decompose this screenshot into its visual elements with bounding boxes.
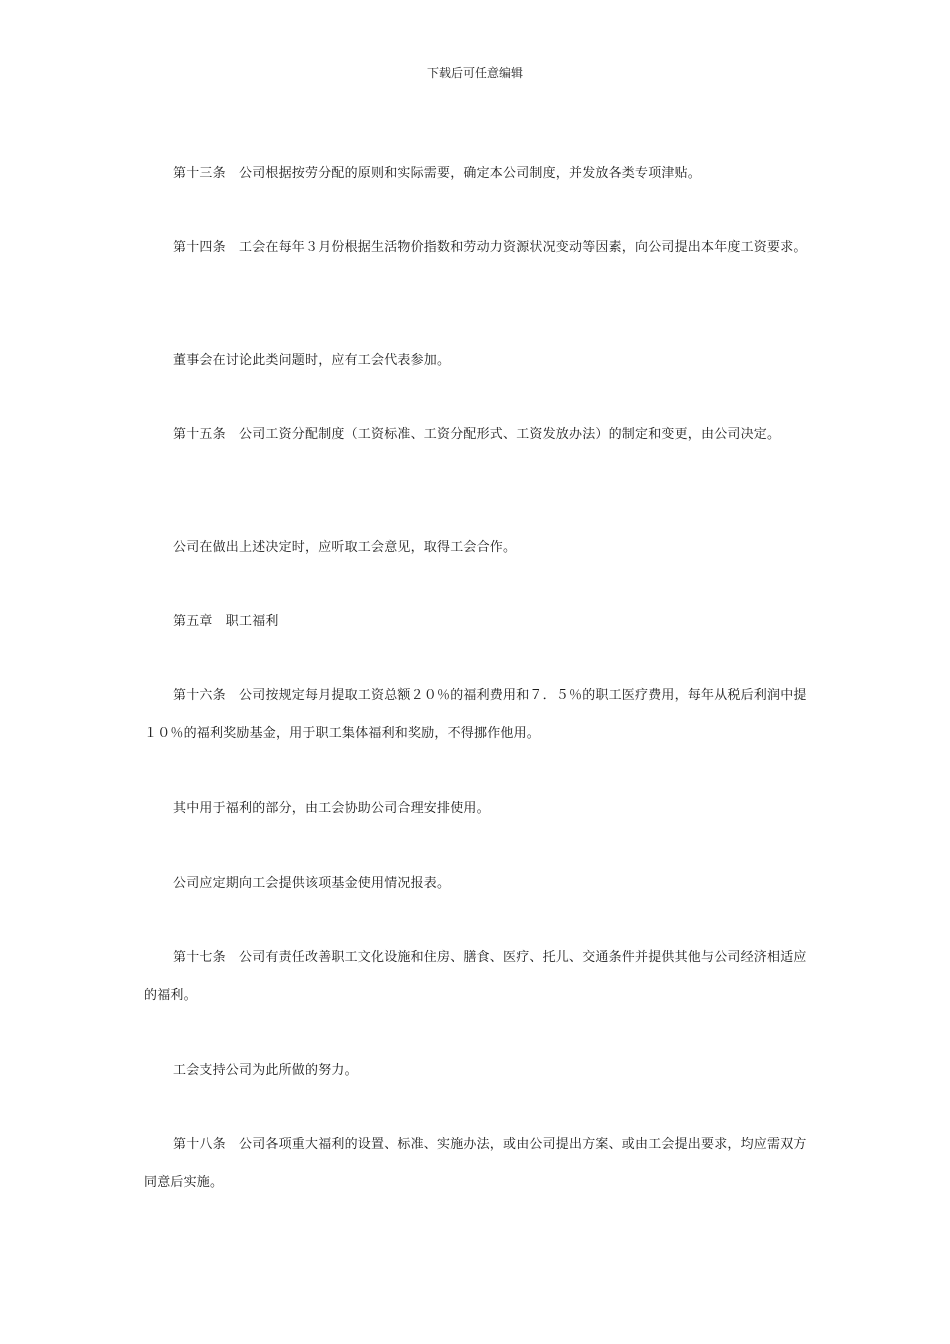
welfare-usage-paragraph: 其中用于福利的部分，由工会协助公司合理安排使用。 xyxy=(173,801,490,816)
fund-report-paragraph: 公司应定期向工会提供该项基金使用情况报表。 xyxy=(173,876,451,891)
article-17: 第十七条 公司有责任改善职工文化设施和住房、膳食、医疗、托儿、交通条件并提供其他与公司经济相适应的福利。 xyxy=(144,950,807,1003)
board-meeting-paragraph: 董事会在讨论此类问题时，应有工会代表参加。 xyxy=(173,353,451,368)
company-decision-paragraph: 公司在做出上述决定时，应听取工会意见，取得工会合作。 xyxy=(173,540,517,555)
chapter-5-heading: 第五章 职工福利 xyxy=(173,614,279,629)
article-18: 第十八条 公司各项重大福利的设置、标准、实施办法，或由公司提出方案、或由工会提出要求，均应需双方同意后实施。 xyxy=(144,1137,807,1190)
union-support-paragraph: 工会支持公司为此所做的努力。 xyxy=(173,1063,358,1078)
article-16: 第十六条 公司按规定每月提取工资总额２０％的福利费用和７．５％的职工医疗费用，每年从税后利润中提１０％的福利奖励基金，用于职工集体福利和奖励，不得挪作他用。 xyxy=(144,688,807,741)
article-14: 第十四条 工会在每年３月份根据生活物价指数和劳动力资源状况变动等因素，向公司提出本年度工资要求。 xyxy=(173,240,807,255)
page-header: 下载后可任意编辑 xyxy=(426,66,523,80)
article-13: 第十三条 公司根据按劳分配的原则和实际需要，确定本公司制度，并发放各类专项津贴。 xyxy=(173,166,702,181)
article-15: 第十五条 公司工资分配制度（工资标准、工资分配形式、工资发放办法）的制定和变更，由公司决定。 xyxy=(173,427,781,442)
